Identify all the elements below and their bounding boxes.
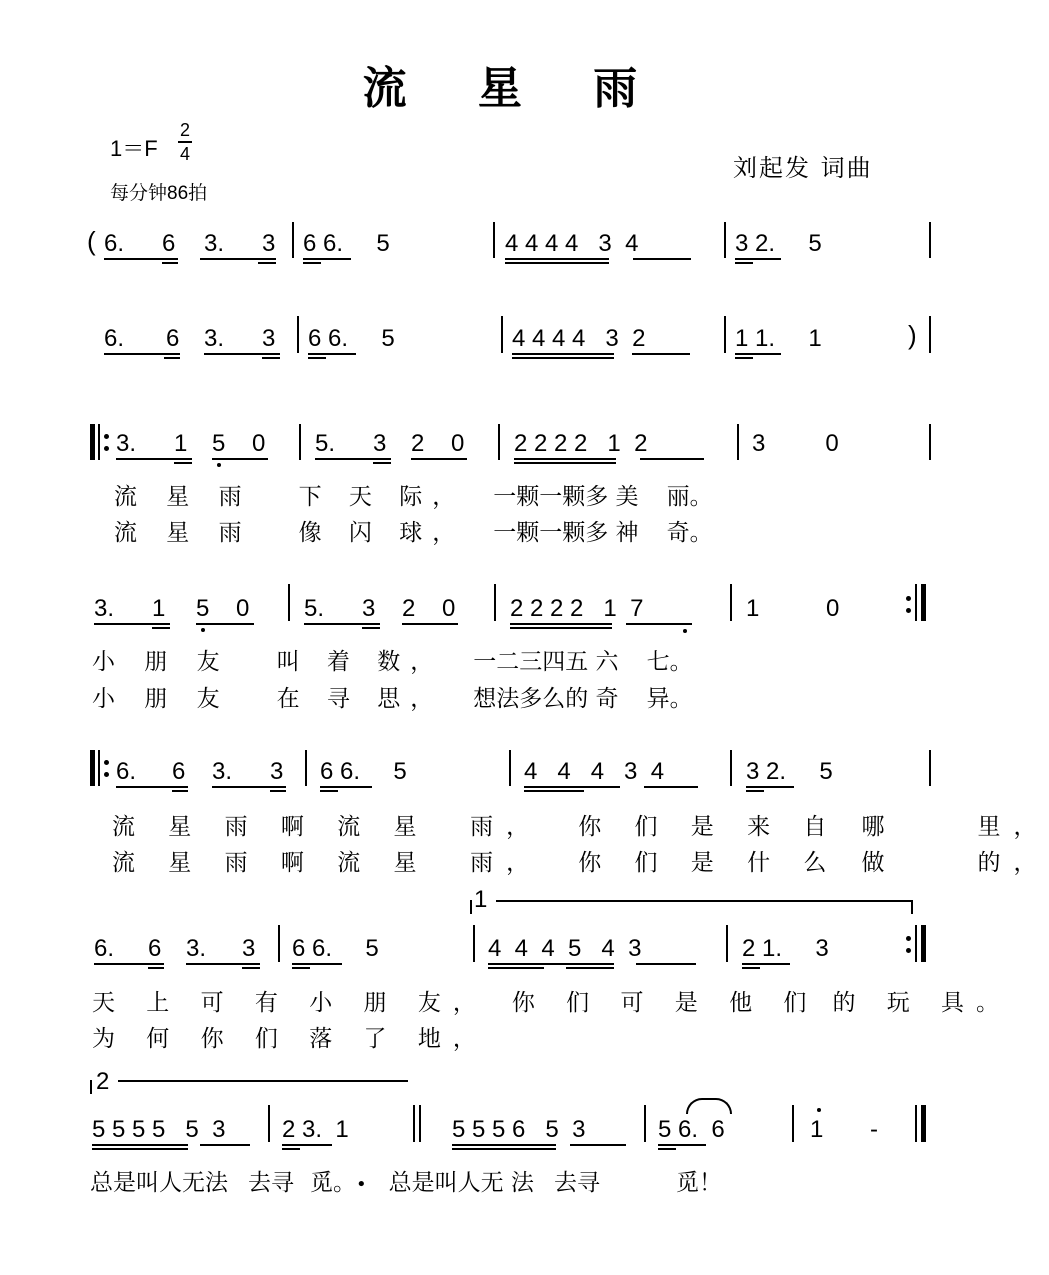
underline <box>735 353 781 355</box>
barline <box>929 222 931 258</box>
underline <box>292 963 342 965</box>
repeat-dot <box>906 936 911 941</box>
underline <box>320 790 338 792</box>
row-2-notes: 6 6. 5 <box>308 325 395 352</box>
double-barline <box>419 1105 421 1142</box>
barline <box>929 750 931 786</box>
underline <box>92 1144 188 1146</box>
underline <box>270 790 286 792</box>
row-1-notes: 6 6. 5 <box>303 230 390 257</box>
barline <box>297 316 299 353</box>
row-4-lyric-2: 小 朋 友 在 寻 思， 想法多么的 奇 异。 <box>92 686 693 712</box>
barline <box>509 750 511 786</box>
row-7-lyric: 总是叫人无法 去寻 觅。• 总是叫人无 法 去寻 觅！ <box>90 1170 722 1196</box>
row-2-notes: 4 4 4 4 3 2 <box>512 325 646 352</box>
underline <box>632 353 690 355</box>
row-6-lyric-2: 为 何 你 们 落 了 地， <box>92 1026 488 1052</box>
underline <box>303 258 351 260</box>
underline <box>505 258 609 260</box>
underline <box>658 1148 676 1150</box>
repeat-dot <box>906 948 911 953</box>
volta-2-label: 2 <box>96 1068 110 1095</box>
underline <box>735 258 781 260</box>
underline <box>510 627 612 629</box>
song-title: 流 星 雨 <box>362 63 666 114</box>
row-5-notes: 3 2. 5 <box>746 758 833 785</box>
underline <box>488 967 544 969</box>
intro-open-paren: ( <box>87 226 96 256</box>
underline <box>212 458 268 460</box>
underline <box>200 1144 250 1146</box>
time-signature-bottom: 4 <box>179 144 190 164</box>
underline <box>362 627 380 629</box>
barline <box>737 424 739 460</box>
underline <box>452 1148 556 1150</box>
underline <box>282 1148 300 1150</box>
barline <box>268 1105 270 1142</box>
row-3-notes: 2 2 2 2 1 2 <box>514 430 648 457</box>
barline <box>494 584 496 621</box>
row-4-notes: 2 2 2 2 1 7 <box>510 595 644 622</box>
time-signature-bar <box>178 141 192 143</box>
underline <box>320 786 372 788</box>
barline <box>288 584 290 621</box>
time-signature-top: 2 <box>179 120 190 140</box>
underline <box>742 963 790 965</box>
underline <box>488 963 614 965</box>
barline <box>473 925 475 962</box>
tempo-marking: 每分钟86拍 <box>110 183 208 204</box>
row-1-notes: 3 2. 5 <box>735 230 822 257</box>
barline <box>730 750 732 786</box>
underline <box>633 258 691 260</box>
high-octave-dot <box>817 1108 821 1112</box>
row-5-lyric-1: 流 星 雨 啊 流 星 雨， 你 们 是 来 自 哪 里， <box>112 814 1049 840</box>
underline <box>94 623 170 625</box>
underline <box>152 627 170 629</box>
repeat-dot <box>104 434 109 439</box>
underline <box>172 790 188 792</box>
underline <box>640 458 704 460</box>
underline <box>212 786 286 788</box>
row-7-notes: 1 - <box>810 1116 879 1143</box>
row-7-notes: 5 5 5 6 5 3 <box>452 1116 586 1143</box>
time-signature <box>178 120 192 164</box>
barline <box>292 222 294 258</box>
intro-close-paren: ) <box>908 320 917 350</box>
underline <box>292 967 310 969</box>
underline <box>636 963 696 965</box>
barline <box>498 424 500 460</box>
repeat-dot <box>104 446 109 451</box>
volta-2-left-tick <box>90 1080 92 1094</box>
final-barline-thick <box>921 1105 926 1142</box>
repeat-start-thin <box>98 424 100 460</box>
barline <box>929 316 931 353</box>
underline <box>116 786 188 788</box>
repeat-start-thin <box>98 750 100 786</box>
underline <box>512 353 614 355</box>
underline <box>512 357 614 359</box>
low-octave-dot <box>683 629 687 633</box>
key-signature: 1＝F <box>110 136 158 161</box>
underline <box>242 967 260 969</box>
repeat-end-thin <box>915 584 917 621</box>
barline <box>724 222 726 258</box>
barline <box>493 222 495 258</box>
barline <box>278 925 280 962</box>
underline <box>452 1144 556 1146</box>
row-7-notes: 5 5 5 5 5 3 <box>92 1116 226 1143</box>
underline <box>164 357 180 359</box>
row-2-notes: 1 1. 1 <box>735 325 822 352</box>
row-6-notes: 6 6. 5 <box>292 935 379 962</box>
row-5-notes: 6 6. 5 <box>320 758 407 785</box>
underline <box>735 262 753 264</box>
underline <box>566 967 614 969</box>
underline <box>262 357 280 359</box>
underline <box>570 1144 626 1146</box>
underline <box>308 357 326 359</box>
underline <box>411 458 467 460</box>
double-barline <box>413 1105 415 1142</box>
underline <box>186 963 260 965</box>
low-octave-dot <box>217 463 221 467</box>
underline <box>644 786 698 788</box>
barline <box>724 316 726 353</box>
repeat-dot <box>104 760 109 765</box>
row-3-notes: 3 0 <box>752 430 839 457</box>
row-5-lyric-2: 流 星 雨 啊 流 星 雨， 你 们 是 什 么 做 的， <box>112 850 1049 876</box>
row-3-lyric-1: 流 星 雨 下 天 际， 一颗一颗多 美 丽。 <box>114 484 713 510</box>
row-4-lyric-1: 小 朋 友 叫 着 数， 一二三四五 六 七。 <box>92 649 693 675</box>
underline <box>162 262 178 264</box>
tie-slur <box>686 1098 732 1114</box>
row-1-notes: 4 4 4 4 3 4 <box>505 230 639 257</box>
author-credit: 刘起发 词曲 <box>733 154 873 182</box>
row-3-lyric-2: 流 星 雨 像 闪 球， 一颗一颗多 神 奇。 <box>114 520 713 546</box>
underline <box>303 262 321 264</box>
row-4-notes: 1 0 <box>746 595 840 622</box>
underline <box>200 258 276 260</box>
underline <box>373 462 391 464</box>
underline <box>746 786 794 788</box>
underline <box>742 967 760 969</box>
barline <box>726 925 728 962</box>
underline <box>258 262 276 264</box>
underline <box>510 623 612 625</box>
barline <box>644 1105 646 1142</box>
repeat-end-thick <box>921 584 926 621</box>
low-octave-dot <box>201 628 205 632</box>
row-6-notes: 2 1. 3 <box>742 935 829 962</box>
underline <box>204 353 280 355</box>
underline <box>104 353 180 355</box>
underline <box>308 353 356 355</box>
volta-1-bracket <box>496 900 913 902</box>
repeat-start-thick <box>90 424 95 460</box>
row-7-notes: 2 3. 1 <box>282 1116 349 1143</box>
repeat-start-thick <box>90 750 95 786</box>
volta-1-right-tick <box>911 900 913 914</box>
underline <box>514 458 616 460</box>
underline <box>94 963 164 965</box>
repeat-dot <box>906 596 911 601</box>
barline <box>792 1105 794 1142</box>
underline <box>514 462 616 464</box>
underline <box>304 623 380 625</box>
underline <box>524 790 584 792</box>
volta-2-bracket <box>118 1080 408 1082</box>
barline <box>305 750 307 786</box>
repeat-end-thick <box>921 925 926 962</box>
underline <box>104 258 178 260</box>
underline <box>735 357 753 359</box>
barline <box>730 584 732 621</box>
underline <box>92 1148 188 1150</box>
underline <box>505 262 609 264</box>
underline <box>174 462 192 464</box>
underline <box>196 623 254 625</box>
underline <box>402 623 458 625</box>
barline <box>929 424 931 460</box>
underline <box>315 458 391 460</box>
underline <box>148 967 164 969</box>
underline <box>282 1144 332 1146</box>
row-5-notes: 4 4 4 3 4 <box>524 758 665 785</box>
volta-1-left-tick <box>470 900 472 914</box>
underline <box>626 623 692 625</box>
repeat-dot <box>104 772 109 777</box>
underline <box>116 458 192 460</box>
underline <box>746 790 764 792</box>
volta-1-label: 1 <box>474 886 488 913</box>
repeat-end-thin <box>915 925 917 962</box>
row-7-notes: 5 6. 6 <box>658 1116 725 1143</box>
row-6-lyric-1: 天 上 可 有 小 朋 友， 你 们 可 是 他 们 的 玩 具。 <box>92 990 1012 1016</box>
underline <box>524 786 620 788</box>
final-barline-thin <box>915 1105 917 1142</box>
row-6-notes: 4 4 4 5 4 3 <box>488 935 642 962</box>
repeat-dot <box>906 608 911 613</box>
barline <box>501 316 503 353</box>
underline <box>658 1144 706 1146</box>
barline <box>299 424 301 460</box>
